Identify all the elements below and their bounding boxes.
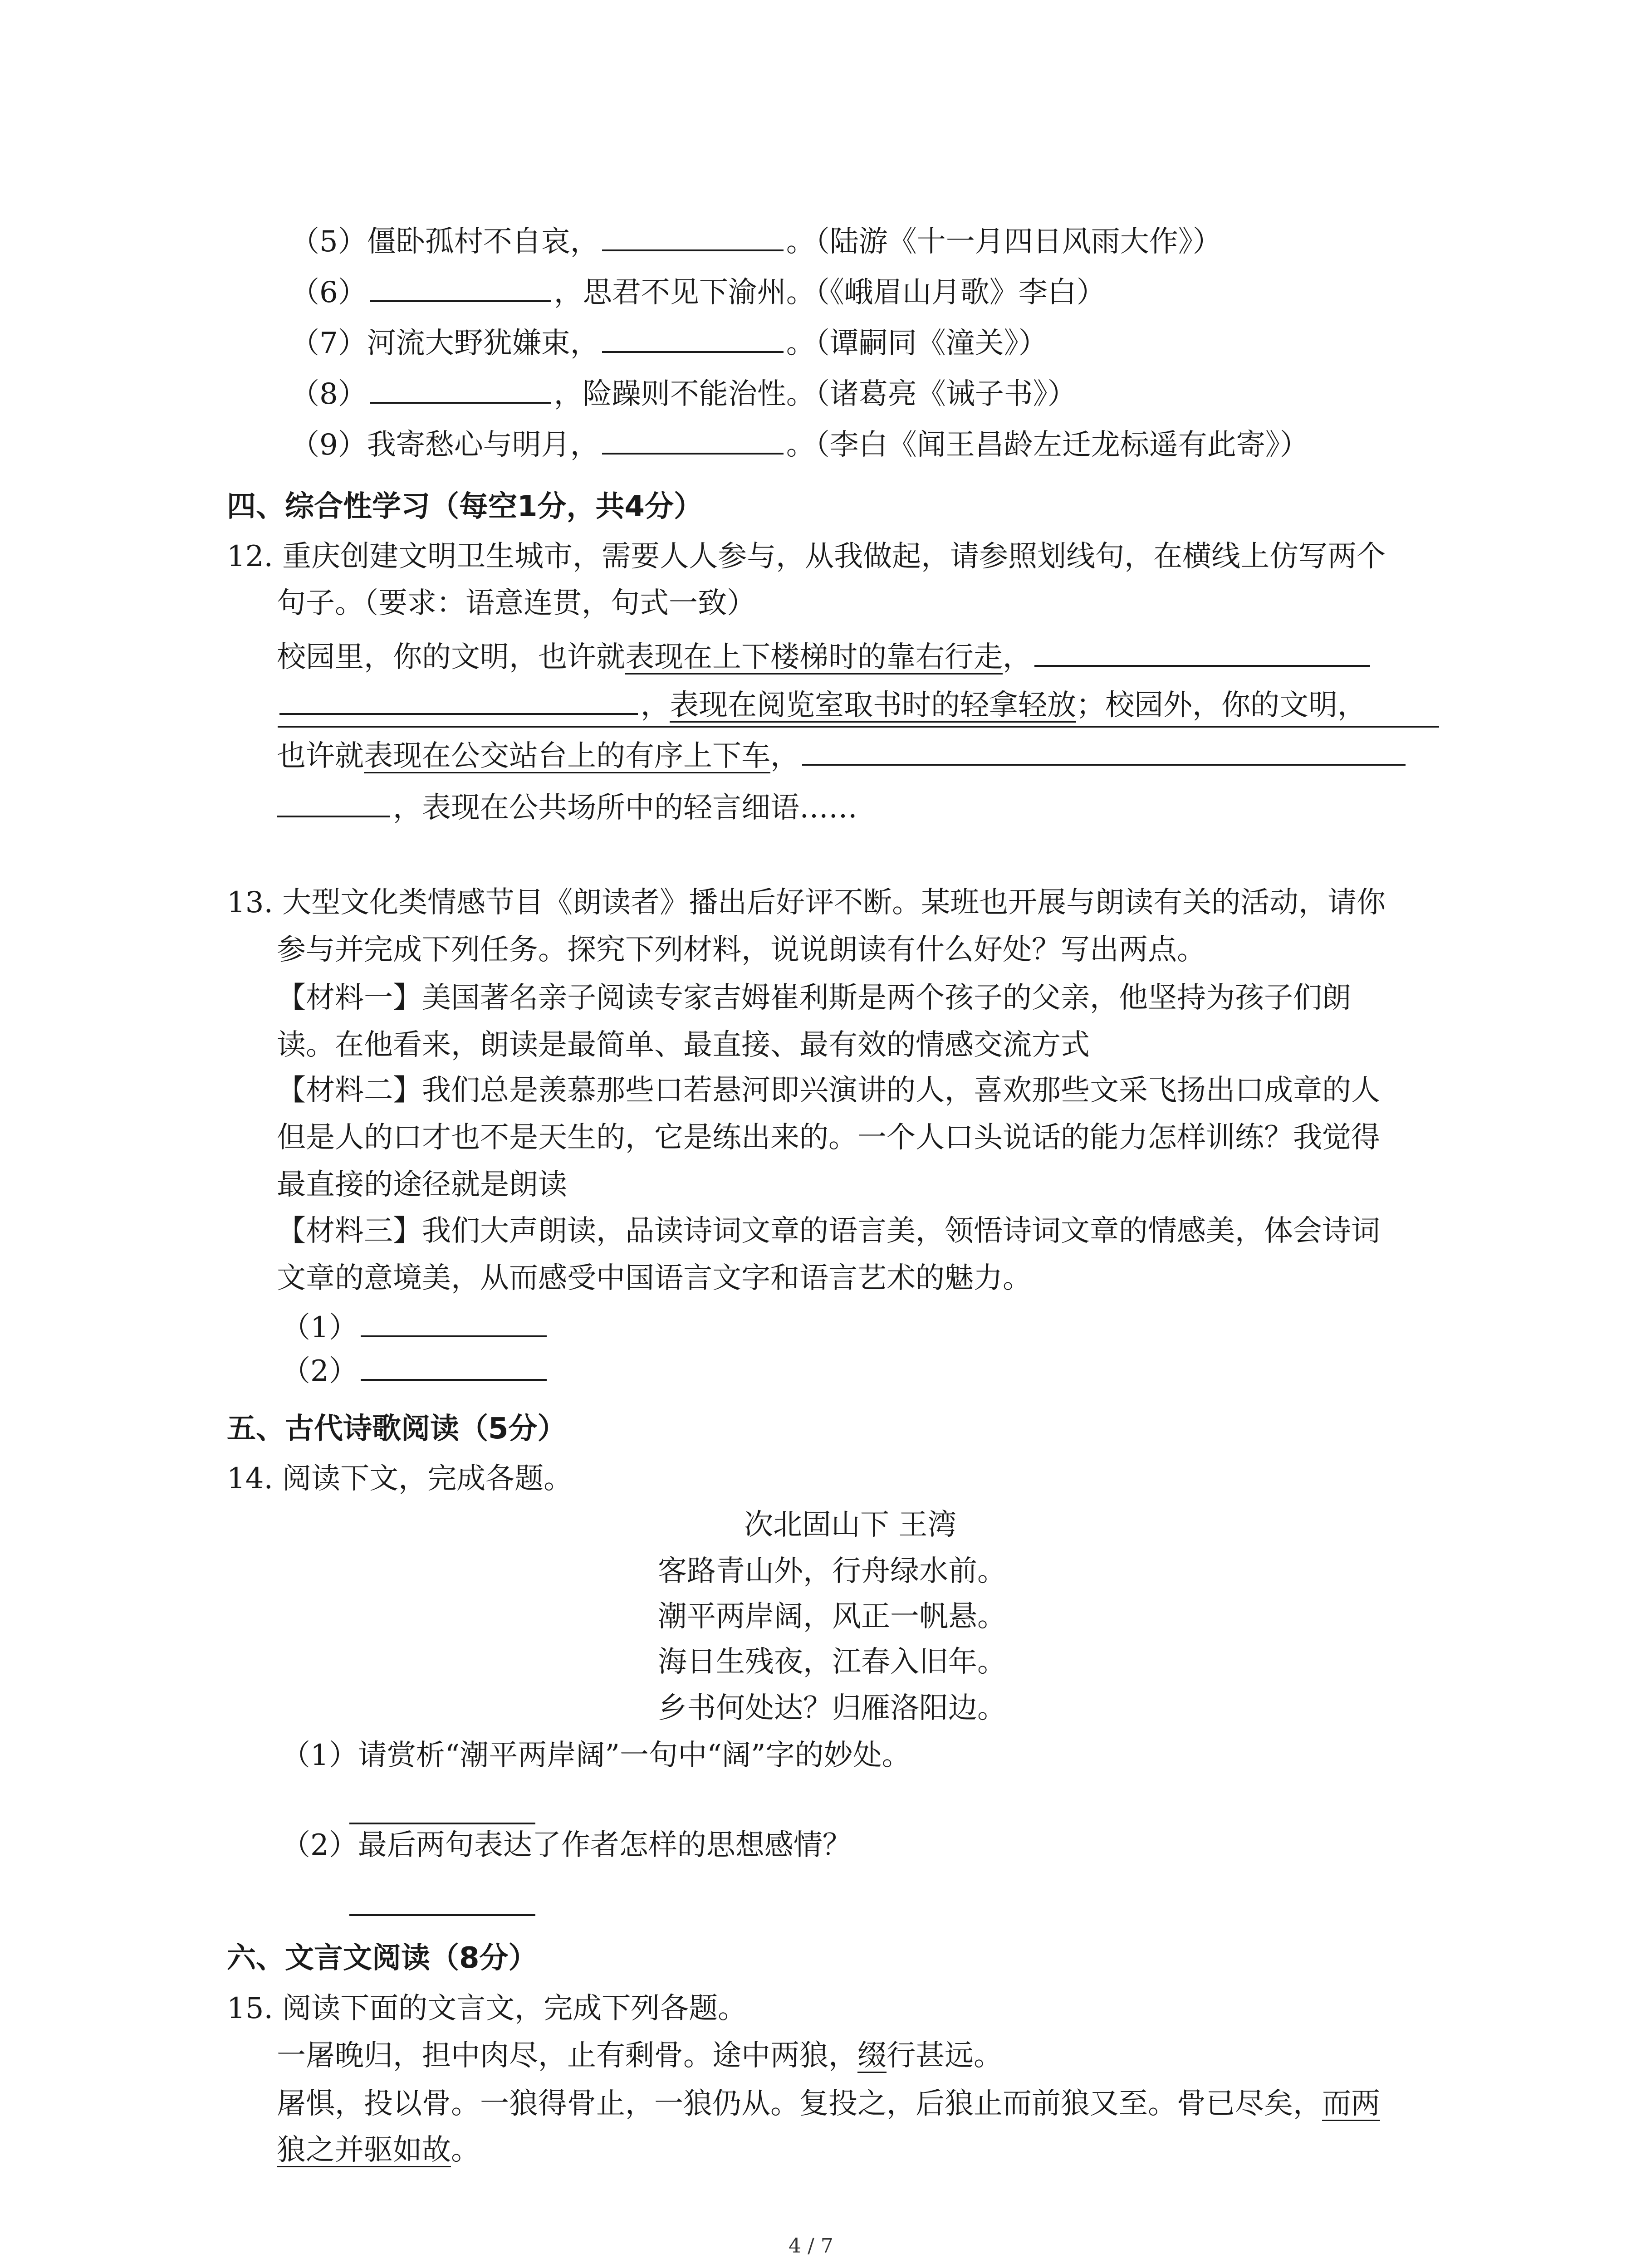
classical-text-line-2: 屠惧，投以骨。一狼得骨止，一狼仍从。复投之，后狼止而前狼又至。骨已尽矣，而两	[277, 2087, 1380, 2121]
material-2-line-3: 最直接的途径就是朗读	[277, 1168, 567, 1202]
answer-blank[interactable]	[602, 425, 784, 455]
answer-blank[interactable]	[361, 1352, 547, 1381]
underlined-word: 缀	[857, 2039, 887, 2072]
item-7: （7）河流大野犹嫌束， 。（谭嗣同《潼关》）	[290, 324, 1048, 358]
answer-blank[interactable]	[277, 788, 390, 817]
item-8: （8） ，险躁则不能治性。（诸葛亮《诫子书》）	[290, 375, 1077, 409]
q13-answer-1: （1）	[281, 1308, 549, 1342]
poem-line-1: 客路青山外，行舟绿水前。	[658, 1554, 1006, 1588]
answer-blank[interactable]	[802, 737, 1406, 766]
answer-blank[interactable]	[279, 686, 638, 715]
section-6-heading: 六、文言文阅读（8分）	[227, 1941, 538, 1975]
q12-line-5: 也许就表现在公交站台上的有序上下车，	[277, 737, 1408, 771]
poem-line-2: 潮平两岸阔，风正一帆悬。	[658, 1600, 1006, 1633]
section-5-heading: 五、古代诗歌阅读（5分）	[227, 1412, 567, 1446]
answer-blank[interactable]	[361, 1308, 547, 1337]
classical-text-line-3: 狼之并驱如故。	[277, 2133, 480, 2167]
answer-blank[interactable]	[602, 324, 784, 353]
q13-line-2: 参与并完成下列任务。探究下列材料，说说朗读有什么好处？写出两点。	[277, 933, 1206, 967]
item-9: （9）我寄愁心与明月， 。（李白《闻王昌龄左迁龙标遥有此寄》）	[290, 425, 1309, 459]
q12-line-2: 句子。（要求：语意连贯，句式一致）	[277, 587, 756, 620]
material-3-line-1: 【材料三】我们大声朗读，品读诗词文章的语言美，领悟诗词文章的情感美，体会诗词	[277, 1214, 1380, 1248]
underlined-phrase: 狼之并驱如故	[277, 2133, 451, 2167]
item-5: （5）僵卧孤村不自哀， 。（陆游《十一月四日风雨大作》）	[290, 222, 1222, 256]
item-6: （6） ，思君不见下渝州。（《峨眉山月歌》李白）	[290, 273, 1106, 307]
q13-answer-2: （2）	[281, 1352, 549, 1386]
q14-prompt: 14. 阅读下文，完成各题。	[227, 1462, 573, 1496]
section-4-heading: 四、综合性学习（每空1分，共4分）	[227, 490, 703, 523]
q13-line-1: 13. 大型文化类情感节目《朗读者》播出后好评不断。某班也开展与朗读有关的活动，请你	[227, 886, 1386, 919]
material-3-line-2: 文章的意境美，从而感受中国语言文字和语言艺术的魅力。	[277, 1261, 1032, 1295]
poem-title: 次北固山下 王湾	[744, 1508, 957, 1542]
q12-line-1: 12. 重庆创建文明卫生城市，需要人人参与，从我做起，请参照划线句，在横线上仿写两个	[227, 540, 1386, 573]
answer-line	[278, 726, 1439, 728]
q12-line-4: ，表现在阅览室取书时的轻拿轻放；校园外，你的文明，	[277, 686, 1367, 720]
answer-blank[interactable]	[602, 222, 784, 251]
q14-sub-1: （1）请赏析“潮平两岸阔”一句中“阔”字的妙处。	[281, 1739, 911, 1772]
q14-sub-2: （2）最后两句表达了作者怎样的思想感情？	[281, 1828, 852, 1862]
answer-line	[349, 1914, 535, 1916]
answer-blank[interactable]	[370, 273, 551, 302]
model-sentence-1: 表现在上下楼梯时的靠右行走	[625, 640, 1003, 674]
page-number: 4 / 7	[789, 2234, 833, 2258]
model-sentence-3: 表现在公交站台上的有序上下车	[364, 739, 770, 773]
q12-line-6: ，表现在公共场所中的轻言细语……	[277, 788, 857, 822]
poem-line-4: 乡书何处达？归雁洛阳边。	[658, 1691, 1006, 1725]
model-sentence-2: 表现在阅览室取书时的轻拿轻放	[670, 689, 1076, 722]
classical-text-line-1: 一屠晚归，担中肉尽，止有剩骨。途中两狼，缀行甚远。	[277, 2039, 1003, 2072]
material-2-line-1: 【材料二】我们总是羡慕那些口若悬河即兴演讲的人，喜欢那些文采飞扬出口成章的人	[277, 1074, 1380, 1107]
answer-line	[349, 1823, 535, 1824]
poem-line-3: 海日生残夜，江春入旧年。	[658, 1645, 1006, 1679]
material-1-line-2: 读。在他看来，朗读是最简单、最直接、最有效的情感交流方式	[277, 1028, 1090, 1062]
q15-prompt: 15. 阅读下面的文言文，完成下列各题。	[227, 1992, 747, 2025]
material-1-line-1: 【材料一】美国著名亲子阅读专家吉姆崔利斯是两个孩子的父亲，他坚持为孩子们朗	[277, 981, 1351, 1015]
material-2-line-2: 但是人的口才也不是天生的，它是练出来的。一个人口头说话的能力怎样训练？我觉得	[277, 1121, 1380, 1154]
underlined-phrase: 而两	[1322, 2087, 1380, 2121]
q12-line-3: 校园里，你的文明，也许就表现在上下楼梯时的靠右行走，	[277, 638, 1373, 672]
answer-blank[interactable]	[370, 375, 551, 404]
answer-blank[interactable]	[1034, 638, 1370, 667]
